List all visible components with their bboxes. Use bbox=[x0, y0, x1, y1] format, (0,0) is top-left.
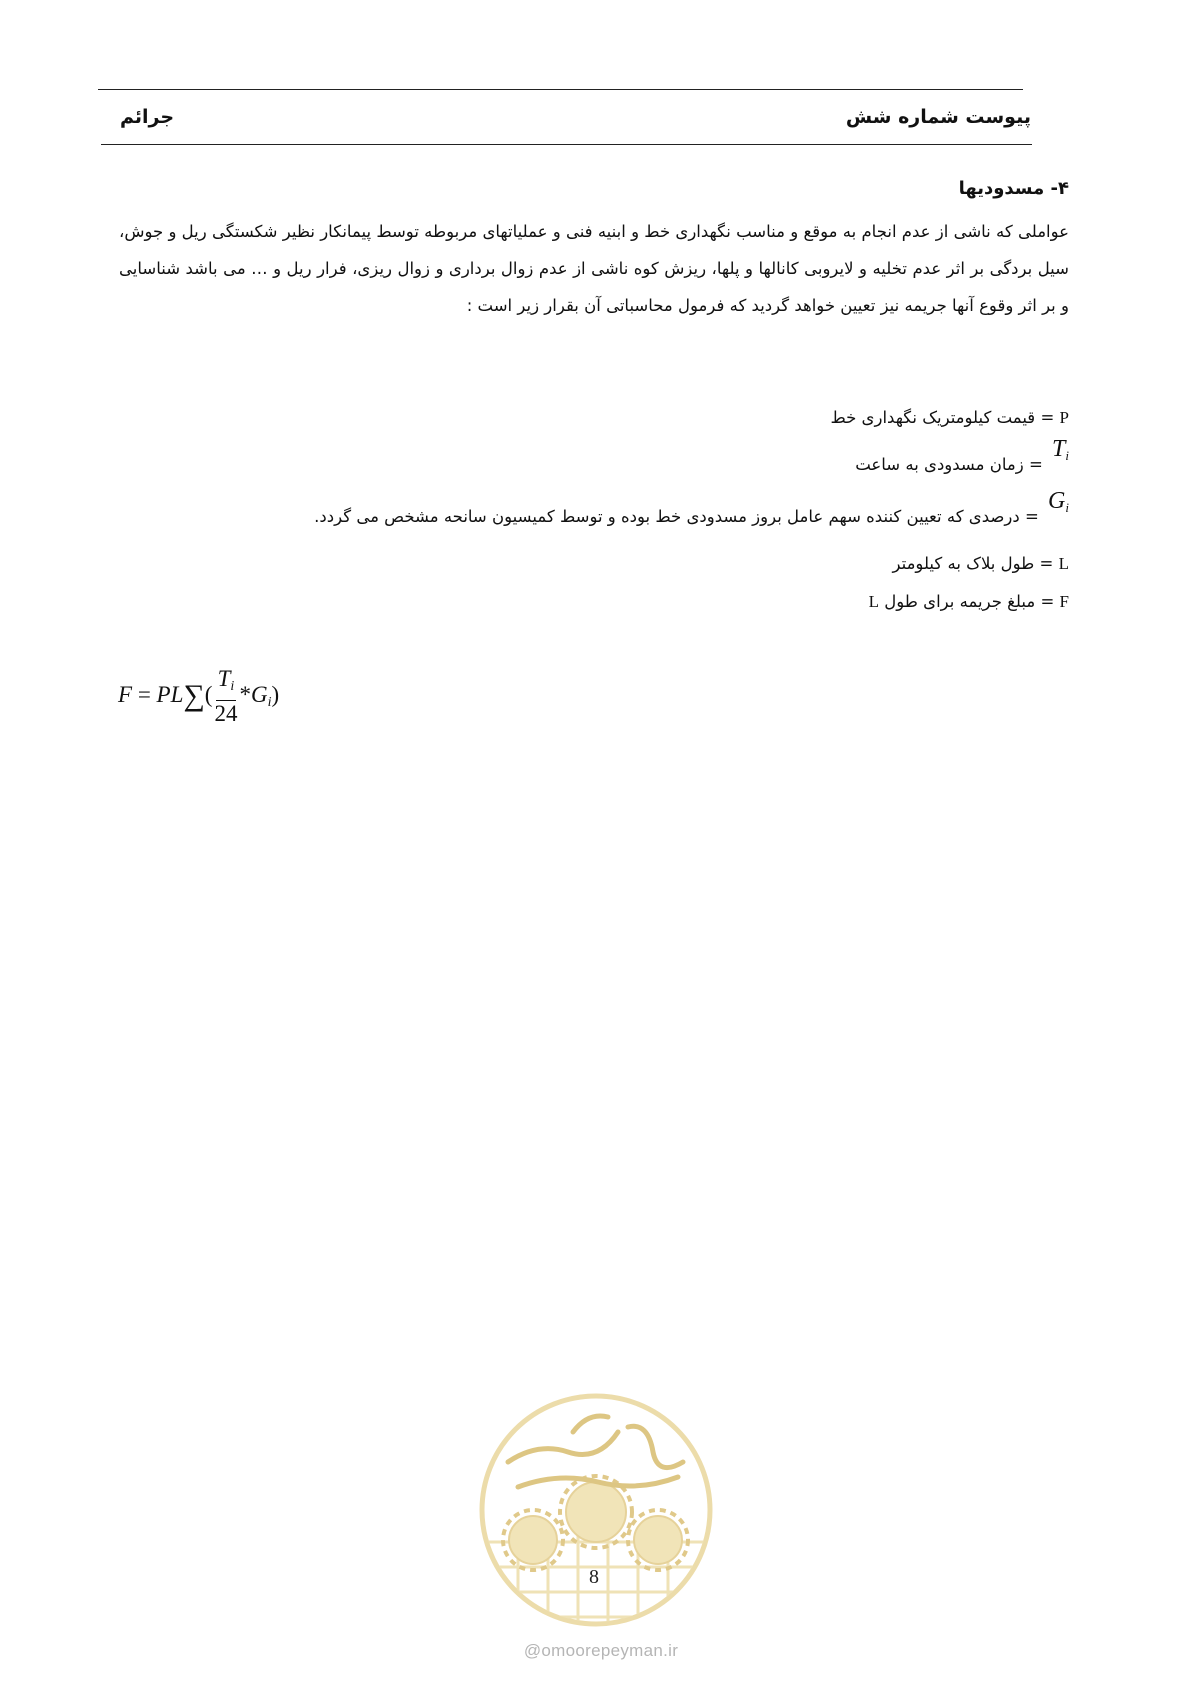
definition-symbol: F bbox=[1059, 592, 1069, 611]
definition-equals: = bbox=[1040, 592, 1055, 611]
fraction-numerator: $T_i$ bbox=[216, 666, 237, 701]
definition-ti bbox=[855, 436, 1069, 478]
definition-text: طول بلاک به کیلومتر bbox=[892, 554, 1035, 573]
header-bottom-rule bbox=[101, 144, 1032, 145]
formula-open-paren: ( bbox=[204, 681, 213, 707]
formula-close-paren: ) bbox=[271, 681, 280, 707]
definition-tail-symbol: L bbox=[868, 592, 880, 611]
formula-times: * bbox=[239, 681, 251, 707]
formula-sum-symbol: ∑ bbox=[183, 678, 205, 712]
definition-text: زمان مسدودی به ساعت bbox=[855, 455, 1024, 474]
definition-text: مبلغ جریمه برای طول bbox=[884, 592, 1036, 611]
omoorepeyman-logo bbox=[478, 1392, 714, 1628]
definition-gi bbox=[314, 488, 1069, 530]
definition-equals: = bbox=[1028, 455, 1043, 474]
definition-equals: = bbox=[1039, 554, 1054, 573]
section-paragraph: عواملی که ناشی از عدم انجام به موقع و مناسب نگهداری خط و ابنیه فنی و عملیاتهای مربوطه توسط پیمانکار نظیر شکستگی ریل و جوش، سیل بردگی بر اثر عدم تخلیه و لایروبی کانالها و پلها، ریزش کوه ناشی از عدم زوال برداری و زوال ریزی، فرار ریل و … می باشد شناسایی و بر اثر وقوع آنها جریمه نیز تعیین خواهد گردید که فرمول محاسباتی آن بقرار زیر است : bbox=[119, 222, 1069, 315]
definition-equals: = bbox=[1040, 408, 1055, 427]
definition-text: درصدی که تعیین کننده سهم عامل بروز مسدودی خط بوده و توسط کمیسیون سانحه مشخص می گردد. bbox=[314, 507, 1020, 526]
definition-symbol: $T_i$ bbox=[1052, 436, 1069, 463]
formula-g: $G_i$ bbox=[250, 681, 272, 710]
header-top-rule bbox=[98, 89, 1023, 90]
definition-l bbox=[893, 554, 1069, 574]
penalty-formula bbox=[118, 666, 279, 727]
formula-equals: = bbox=[137, 681, 151, 707]
document-title: پیوست شماره شش bbox=[845, 106, 1031, 128]
formula-pl: PL bbox=[156, 681, 184, 707]
fraction-denominator: 24 bbox=[214, 701, 238, 726]
section-heading: ۴- مسدودیها bbox=[958, 178, 1069, 199]
watermark-url: @omoorepeyman.ir bbox=[523, 1641, 679, 1660]
formula-fraction bbox=[214, 666, 237, 727]
definition-f bbox=[869, 592, 1069, 612]
definition-symbol: $G_i$ bbox=[1048, 488, 1069, 515]
definition-p bbox=[830, 408, 1069, 428]
logo-emblem-icon bbox=[478, 1392, 714, 1628]
definition-text: قیمت کیلومتریک نگهداری خط bbox=[830, 408, 1036, 427]
definition-equals: = bbox=[1024, 507, 1039, 526]
formula-lhs: F bbox=[118, 681, 133, 707]
definition-symbol: P bbox=[1059, 408, 1069, 427]
page-number: 8 bbox=[589, 1566, 599, 1588]
definition-symbol: L bbox=[1058, 554, 1069, 573]
section-label: جرائم bbox=[120, 106, 175, 128]
